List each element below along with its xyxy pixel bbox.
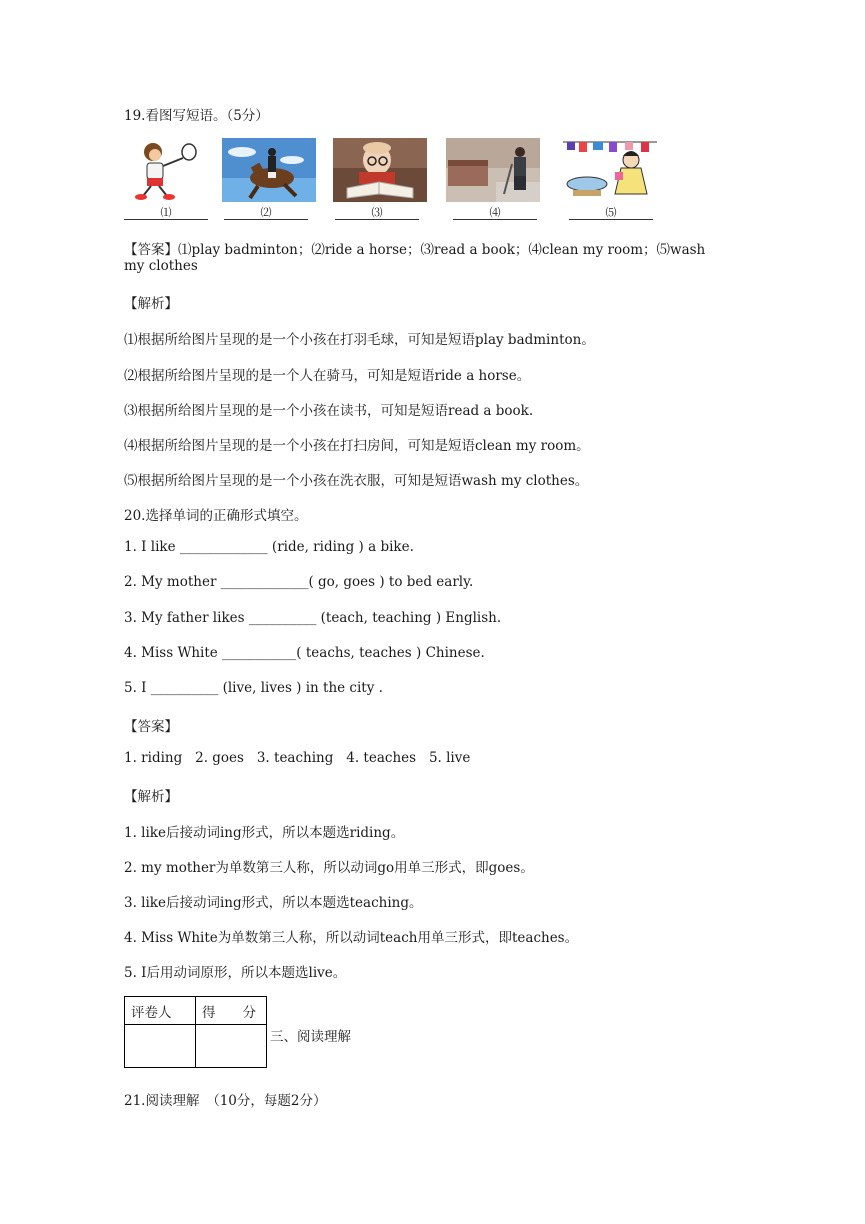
washing-clothes-illustration — [563, 138, 657, 202]
badminton-illustration — [125, 138, 219, 202]
q20-answer-label: 【答案】 — [124, 719, 178, 735]
q20-item-1: 1. I like _____________ (ride, riding ) a bike. — [124, 539, 414, 555]
q20-analysis-label: 【解析】 — [124, 789, 178, 805]
q19-analysis-1: ⑴根据所给图片呈现的是一个小孩在打羽毛球，可知是短语play badminton。 — [124, 332, 595, 348]
q20-item-5: 5. I __________ (live, lives ) in the city . — [124, 680, 383, 696]
child-reading-photo — [333, 138, 427, 202]
q19-answer-line-1: 【答案】⑴play badminton；⑵ride a horse；⑶read a book；⑷clean my room；⑸wash — [124, 242, 706, 258]
score-table — [124, 996, 267, 1068]
caption-4: ⑷ — [453, 206, 537, 220]
q20-analysis-5: 5. I后用动词原形，所以本题选live。 — [124, 965, 347, 981]
q19-title: 19.看图写短语。（5分） — [124, 108, 269, 124]
q20-answers: 1. riding 2. goes 3. teaching 4. teaches 5. live — [124, 750, 471, 766]
q21-title: 21.阅读理解 （10分，每题2分） — [124, 1093, 327, 1109]
score-cell[interactable] — [196, 1025, 267, 1068]
q20-title: 20.选择单词的正确形式填空。 — [124, 508, 308, 524]
q19-analysis-3: ⑶根据所给图片呈现的是一个小孩在读书，可知是短语read a book. — [124, 403, 534, 419]
q19-answer-line-2: my clothes — [124, 258, 198, 274]
caption-2: ⑵ — [224, 206, 308, 220]
grader-cell[interactable] — [125, 1025, 196, 1068]
q20-analysis-1: 1. like后接动词ing形式，所以本题选riding。 — [124, 825, 405, 841]
caption-5: ⑸ — [569, 206, 653, 220]
q20-item-4: 4. Miss White ___________( teachs, teaches ) Chinese. — [124, 645, 485, 661]
horse-riding-photo — [222, 138, 316, 202]
score-header: 得 分 — [196, 997, 267, 1025]
q19-analysis-5: ⑸根据所给图片呈现的是一个小孩在洗衣服，可知是短语wash my clothes。 — [124, 473, 589, 489]
q20-analysis-3: 3. like后接动词ing形式，所以本题选teaching。 — [124, 895, 423, 911]
q19-analysis-4: ⑷根据所给图片呈现的是一个小孩在打扫房间，可知是短语clean my room。 — [124, 438, 590, 454]
q20-item-3: 3. My father likes __________ (teach, teaching ) English. — [124, 610, 502, 626]
cleaning-room-photo — [446, 138, 540, 202]
caption-3: ⑶ — [335, 206, 419, 220]
q20-analysis-2: 2. my mother为单数第三人称，所以动词go用单三形式，即goes。 — [124, 860, 534, 876]
q19-analysis-2: ⑵根据所给图片呈现的是一个人在骑马，可知是短语ride a horse。 — [124, 368, 531, 384]
caption-1: ⑴ — [124, 206, 208, 220]
q19-analysis-label: 【解析】 — [124, 296, 178, 312]
q20-analysis-4: 4. Miss White为单数第三人称，所以动词teach用单三形式，即teaches。 — [124, 930, 579, 946]
grader-header: 评卷人 — [125, 997, 196, 1025]
section-3-title: 三、阅读理解 — [270, 1029, 351, 1045]
q20-item-2: 2. My mother _____________( go, goes ) to bed early. — [124, 574, 474, 590]
